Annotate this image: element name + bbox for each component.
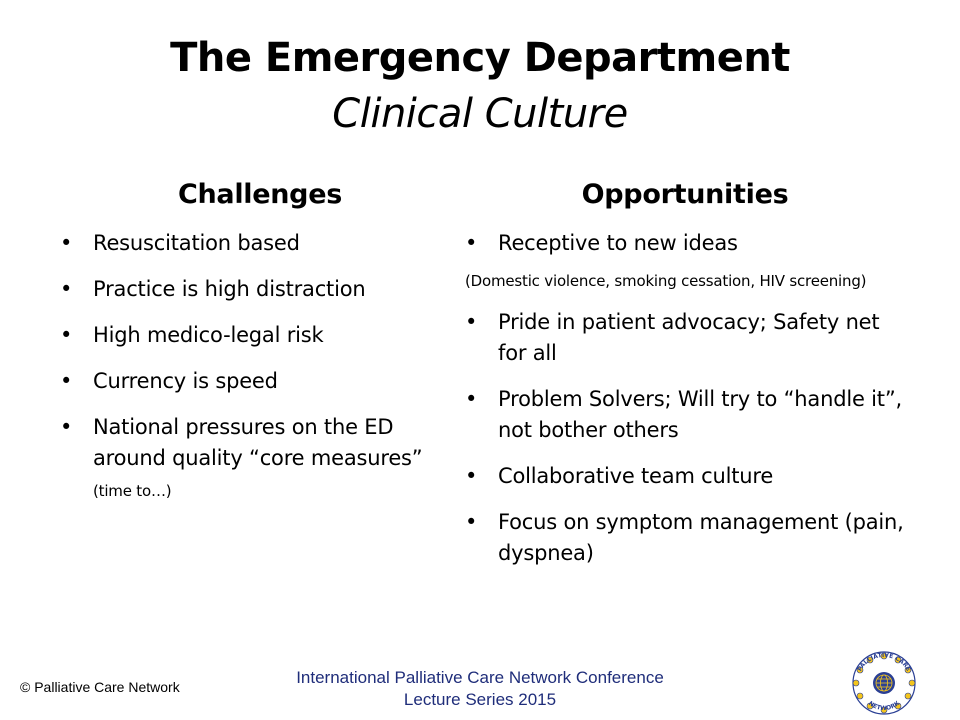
bullet-icon: • xyxy=(60,231,73,255)
bullet-icon: • xyxy=(60,415,73,439)
list-item: • Currency is speed xyxy=(60,366,460,397)
title-subtitle: Clinical Culture xyxy=(332,91,628,137)
bullet-icon: • xyxy=(465,387,478,411)
list-item: • Resuscitation based xyxy=(60,228,460,259)
list-item: • High medico-legal risk xyxy=(60,320,460,351)
conference-footer xyxy=(230,667,730,711)
opportunities-list xyxy=(465,228,905,259)
bullet-icon: • xyxy=(60,369,73,393)
list-item: • Practice is high distraction xyxy=(60,274,460,305)
opportunities-list-cont xyxy=(465,307,905,569)
palliative-care-network-logo-icon xyxy=(848,650,920,716)
opportunities-column xyxy=(465,174,905,584)
bullet-icon: • xyxy=(465,231,478,255)
logo-text-bottom: NETWORK xyxy=(867,699,901,713)
lecture-series: Lecture Series 2015 xyxy=(403,690,557,709)
copyright-text: © Palliative Care Network xyxy=(20,679,180,695)
challenges-column xyxy=(60,174,460,522)
list-item: • Focus on symptom management (pain, dyspnea) xyxy=(465,507,905,569)
time-to-note: (time to…) xyxy=(93,482,172,500)
list-item: • National pressures on the ED around quality “core measures” (time to…) xyxy=(60,412,460,507)
list-item: • Collaborative team culture xyxy=(465,461,905,492)
list-item: • Receptive to new ideas xyxy=(465,228,905,259)
list-item: • Pride in patient advocacy; Safety net for all xyxy=(465,307,905,369)
challenges-list xyxy=(60,228,460,507)
slide-title xyxy=(0,30,960,142)
bullet-icon: • xyxy=(465,510,478,534)
list-item: • Problem Solvers; Will try to “handle it”, not bother others xyxy=(465,384,905,446)
bullet-icon: • xyxy=(60,323,73,347)
conference-name: International Palliative Care Network Conference xyxy=(296,668,664,687)
bullet-icon: • xyxy=(60,277,73,301)
examples-note: (Domestic violence, smoking cessation, HIV screening) xyxy=(465,272,867,290)
bullet-icon: • xyxy=(465,310,478,334)
challenges-heading: Challenges xyxy=(177,179,342,210)
logo-text-top: PALLIATIVE CARE xyxy=(856,651,912,673)
bullet-icon: • xyxy=(465,464,478,488)
opportunities-heading: Opportunities xyxy=(581,179,789,210)
title-main: The Emergency Department xyxy=(170,35,790,81)
